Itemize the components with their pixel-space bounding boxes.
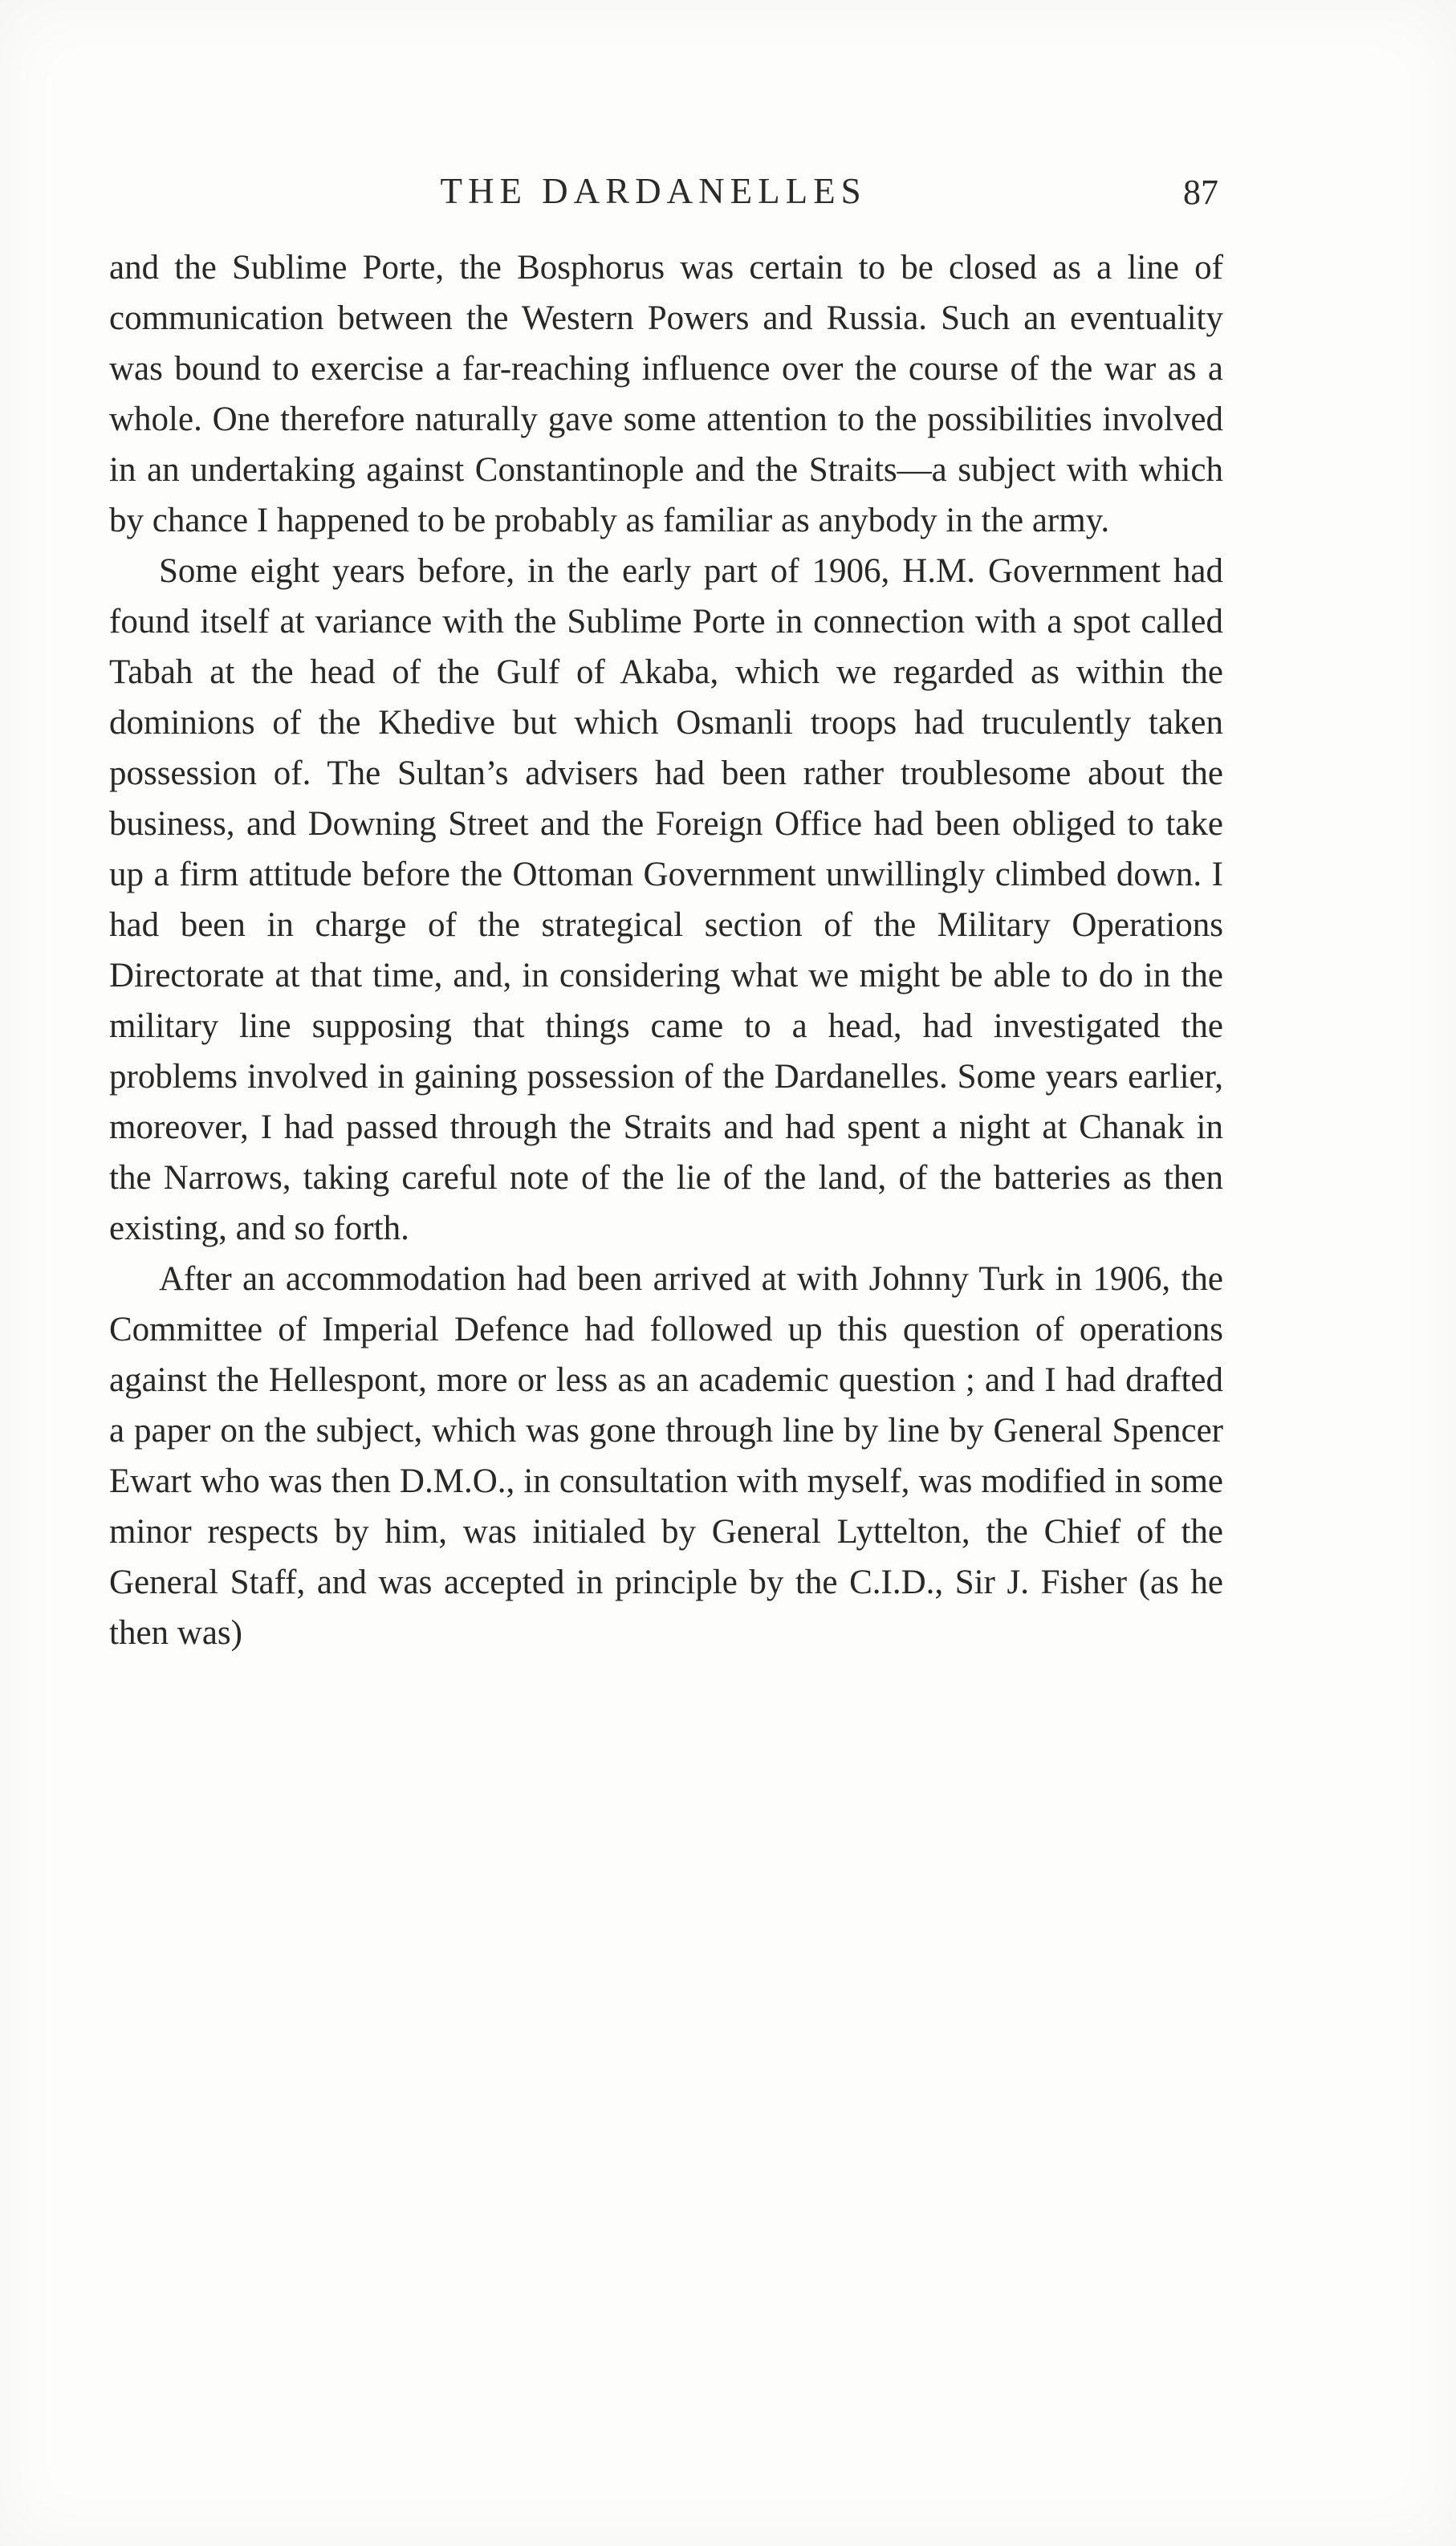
paragraph: and the Sublime Porte, the Bosphorus was certain to be closed as a line of communication between the Western Powers and Russia. Such an eventuality was bound to exercise a far-reaching influence over the course of the war as a whole. One therefore naturally gave some attention to the possibilities involved in an undertaking against Constantinople and the Straits—a subject with which by chance I happened to be probably as familiar as anybody in the army. [109,249,1223,539]
page-text [109,242,1223,1658]
paragraph: Some eight years before, in the early part of 1906, H.M. Government had found itself at variance with the Sublime Porte in connection with a spot called Tabah at the head of the Gulf of Akaba, which we regarded as within the dominions of the Khedive but which Osmanli troops had truculently taken possession of. The Sultan’s advisers had been rather troublesome about the business, and Downing Street and the Foreign Office had been obliged to take up a firm attitude before the Ottoman Government unwillingly climbed down. I had been in charge of the strategical section of the Military Operations Directorate at that time, and, in considering what we might be able to do in the military line supposing that things came to a head, had investigated the problems involved in gaining possession of the Dardanelles. Some years earlier, moreover, I had passed through the Straits and had spent a night at Chanak in the Narrows, taking careful note of the lie of the land, of the batteries as then existing, and so forth. [109,552,1223,1247]
running-head-title: THE DARDANELLES [440,171,867,211]
text-block [109,170,1223,1658]
page-number: 87 [1183,173,1218,212]
page-header [109,170,1223,220]
paragraph: After an accommodation had been arrived at with Johnny Turk in 1906, the Committee of Imperial Defence had followed up this question of operations against the Hellespont, more or less as an academic question ; and I had drafted a paper on the subject, which was gone through line by line by General Spencer Ewart who was then D.M.O., in consultation with myself, was modified in some minor respects by him, was initialed by General Lyttelton, the Chief of the General Staff, and was accepted in principle by the C.I.D., Sir J. Fisher (as he then was) [109,1260,1223,1652]
